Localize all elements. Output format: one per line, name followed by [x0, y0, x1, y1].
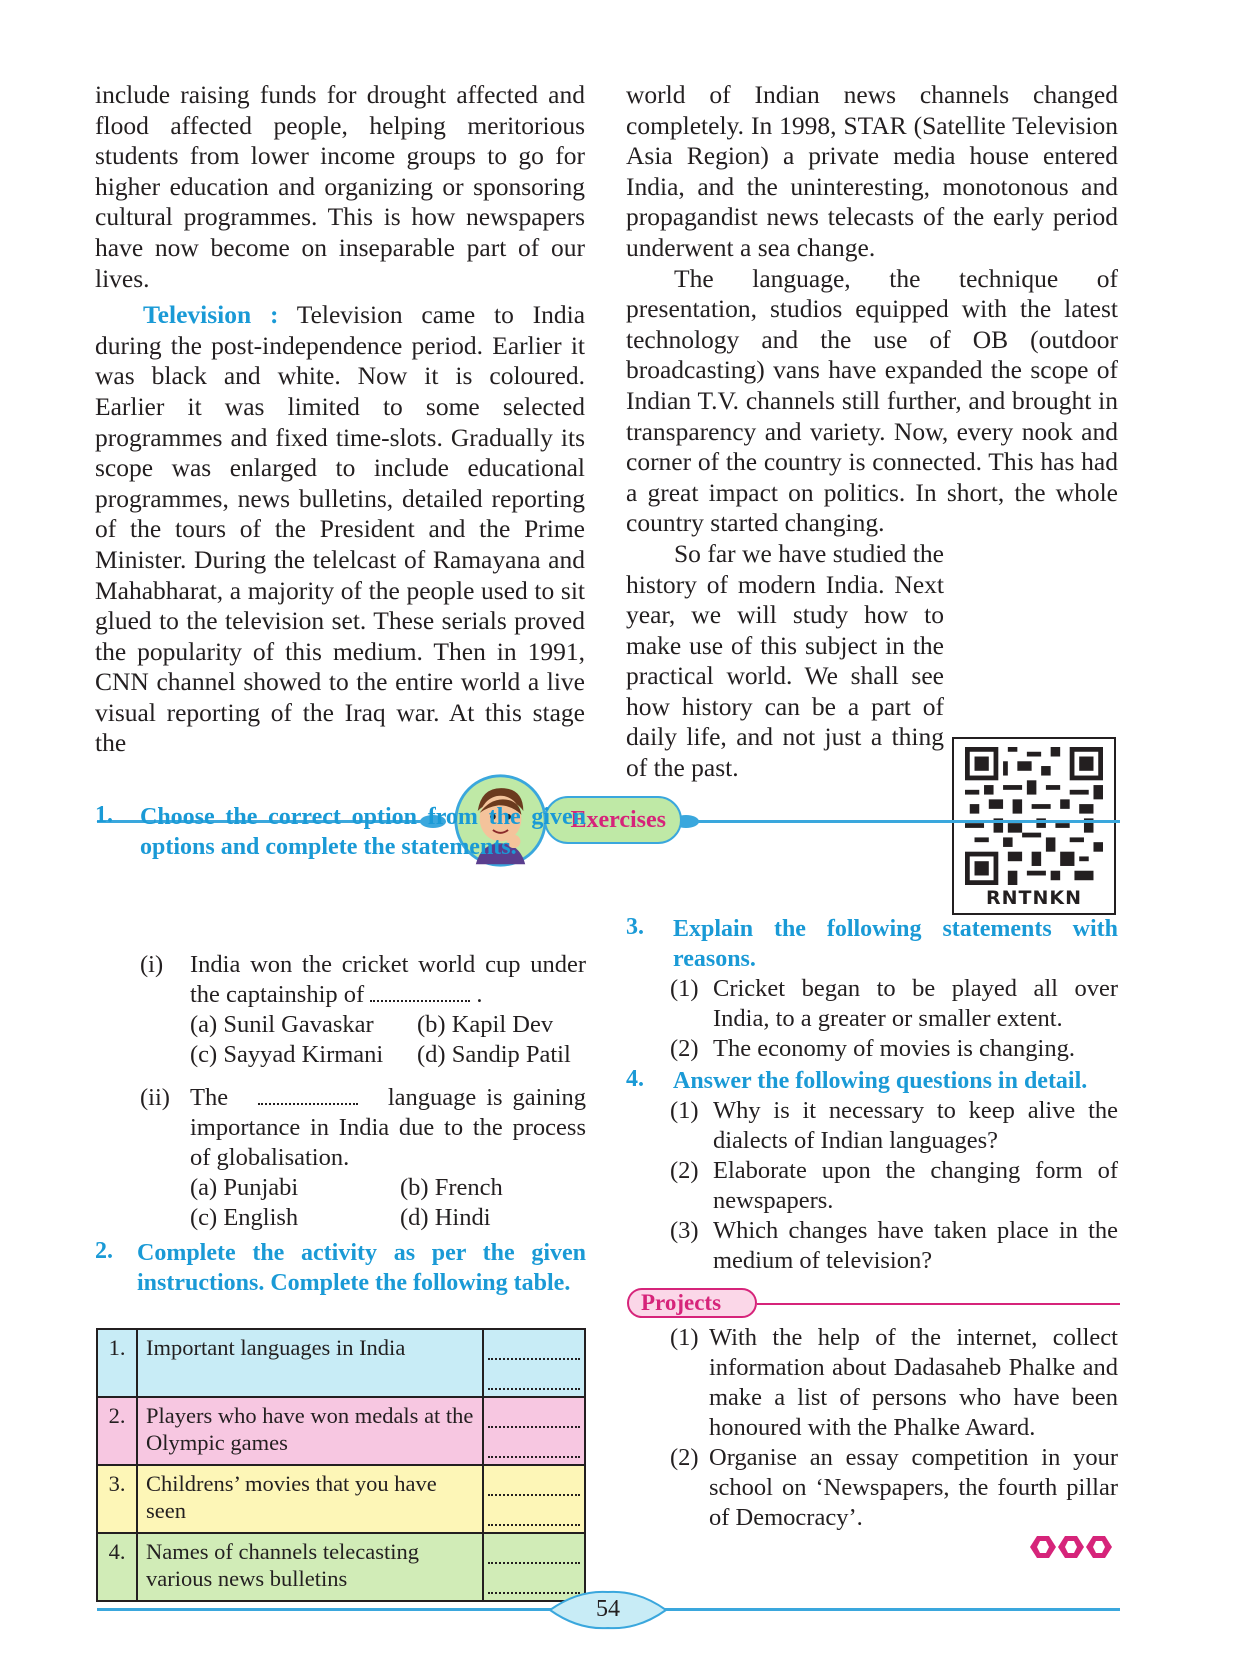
row-number: 4.	[97, 1533, 137, 1601]
option-c: (c) Sayyad Kirmani	[190, 1041, 384, 1068]
projects-badge: Projects	[627, 1288, 757, 1318]
q4-item-number: (3)	[670, 1217, 699, 1244]
option-d: (d) Sandip Patil	[417, 1041, 571, 1068]
q1-i-period: .	[476, 981, 483, 1008]
question-2-heading: Complete the activity as per the given instructions. Complete the following table.	[137, 1240, 586, 1296]
page-number: 54	[596, 1596, 620, 1622]
option-a: (a) Sunil Gavaskar	[190, 1011, 374, 1038]
projects-divider	[757, 1303, 1120, 1305]
question-2-number: 2.	[95, 1238, 113, 1264]
question-1-number: 1.	[95, 802, 113, 828]
right-paragraph-3: So far we have studied the history of modern India. Next year, we will study how to make use of this subject in the practical world. We shall see how history can be a part of daily life, and not just a thing of the past.	[626, 538, 944, 783]
q1-i-statement: India won the cricket world cup under the captainship of	[190, 951, 586, 1008]
table-row	[97, 1465, 585, 1533]
row-text: Names of channels telecasting various news bulletins	[137, 1533, 483, 1601]
answer-blank[interactable]	[483, 1397, 585, 1465]
qr-code-box[interactable]	[952, 737, 1116, 915]
right-paragraph-2: The language, the technique of presentation, studios equipped with the latest technology and the use of OB (outdoor broadcasting) vans have expanded the scope of Indian T.V. channels still further, and brought in transparency and variety. Now, every nook and corner of the country is connected. This has had a great impact on politics. In short, the whole country started changing.	[626, 263, 1118, 538]
q1-ii-number: (ii)	[140, 1084, 170, 1111]
television-heading: Television :	[143, 300, 279, 330]
question-4-heading: Answer the following questions in detail.	[673, 1068, 1088, 1094]
blank-dotted-line	[258, 1085, 358, 1105]
question-4-number: 4.	[626, 1066, 644, 1092]
row-text: Players who have won medals at the Olympic games	[137, 1397, 483, 1465]
q4-item-text: Which changes have taken place in the medium of television?	[713, 1217, 1118, 1274]
row-text: Childrens’ movies that you have seen	[137, 1465, 483, 1533]
row-number: 3.	[97, 1465, 137, 1533]
right-column	[626, 80, 1118, 784]
television-text: Television came to India during the post-independence period. Earlier it was black and white. Now it is coloured. Earlier it was limited to some selected programmes and fixed time-slots. Gradually its scope was enlarged to include educational programmes, news bulletins, detailed reporting of the tours of the President and the Prime Minister. During the telelcast of Ramayana and Mahabharat, a majority of the people used to sit glued to the television set. These serials proved the popularity of this medium. Then in 1991, CNN channel showed to the entire world a live visual reporting of the Iraq war. At this stage the	[95, 300, 586, 758]
table-row	[97, 1329, 585, 1397]
row-text: Important languages in India	[137, 1329, 483, 1397]
option-b: (b) Kapil Dev	[417, 1011, 554, 1038]
q4-item-number: (2)	[670, 1157, 699, 1184]
footer-line-left	[97, 1608, 567, 1611]
end-ornament-icon	[1028, 1533, 1116, 1561]
left-paragraph-1: include raising funds for drought affected and flood affected people, helping meritorious students from lower income groups to go for higher education and organizing or sponsoring cultural programmes. This is how newspapers have now become on inseparable part of our lives.	[95, 80, 585, 293]
q3-item-text: The economy of movies is changing.	[713, 1035, 1075, 1062]
project-item-number: (2)	[670, 1444, 699, 1471]
q4-item-text: Why is it necessary to keep alive the dialects of Indian languages?	[713, 1097, 1118, 1154]
q1-i-number: (i)	[140, 951, 164, 978]
right-paragraph-1: world of Indian news channels changed completely. In 1998, STAR (Satellite Television Asia Region) a private media house entered India, and the uninteresting, monotonous and propagandist news telecasts of the early period underwent a sea change.	[626, 80, 1118, 262]
q3-item-number: (2)	[670, 1035, 699, 1062]
footer-line-right	[650, 1608, 1120, 1611]
qr-code-icon	[962, 747, 1106, 885]
q3-item-number: (1)	[670, 975, 699, 1002]
q1-ii-the: The	[190, 1084, 229, 1111]
answer-blank[interactable]	[483, 1465, 585, 1533]
q3-item-text: Cricket began to be played all over India, to a greater or smaller extent.	[713, 975, 1118, 1032]
exercises-divider-right	[690, 820, 1120, 823]
blank-dotted-line	[370, 982, 470, 1002]
option-b: (b) French	[400, 1174, 503, 1201]
question-3-heading: Explain the following statements with reasons.	[673, 916, 1118, 972]
row-number: 2.	[97, 1397, 137, 1465]
option-c: (c) English	[190, 1204, 299, 1231]
qr-code-label: RNTNKN	[985, 887, 1083, 909]
row-number: 1.	[97, 1329, 137, 1397]
activity-table	[96, 1328, 586, 1602]
q1-ii-text	[190, 1083, 586, 1173]
option-d: (d) Hindi	[400, 1204, 491, 1231]
q4-item-number: (1)	[670, 1097, 699, 1124]
project-item-text: With the help of the internet, collect information about Dadasaheb Phalke and make a list of persons who have been honoured with the Phalke Award.	[709, 1324, 1118, 1441]
project-item-number: (1)	[670, 1324, 699, 1351]
answer-blank[interactable]	[483, 1329, 585, 1397]
question-3-number: 3.	[626, 914, 644, 940]
option-a: (a) Punjabi	[190, 1174, 299, 1201]
q4-item-text: Elaborate upon the changing form of newspapers.	[713, 1157, 1118, 1214]
q1-i-text	[190, 950, 586, 1010]
question-1-heading: Choose the correct option from the given options and complete the statements.	[140, 804, 586, 860]
table-row	[97, 1397, 585, 1465]
left-column	[95, 80, 585, 759]
table-row	[97, 1533, 585, 1601]
television-paragraph	[95, 300, 585, 759]
project-item-text: Organise an essay competition in your school on ‘Newspapers, the fourth pillar of Democracy’.	[709, 1444, 1118, 1531]
q1-ii-statement: language is gaining importance in India due to the process of globalisation.	[190, 1084, 587, 1171]
exercises-badge: Exercises	[544, 796, 682, 844]
